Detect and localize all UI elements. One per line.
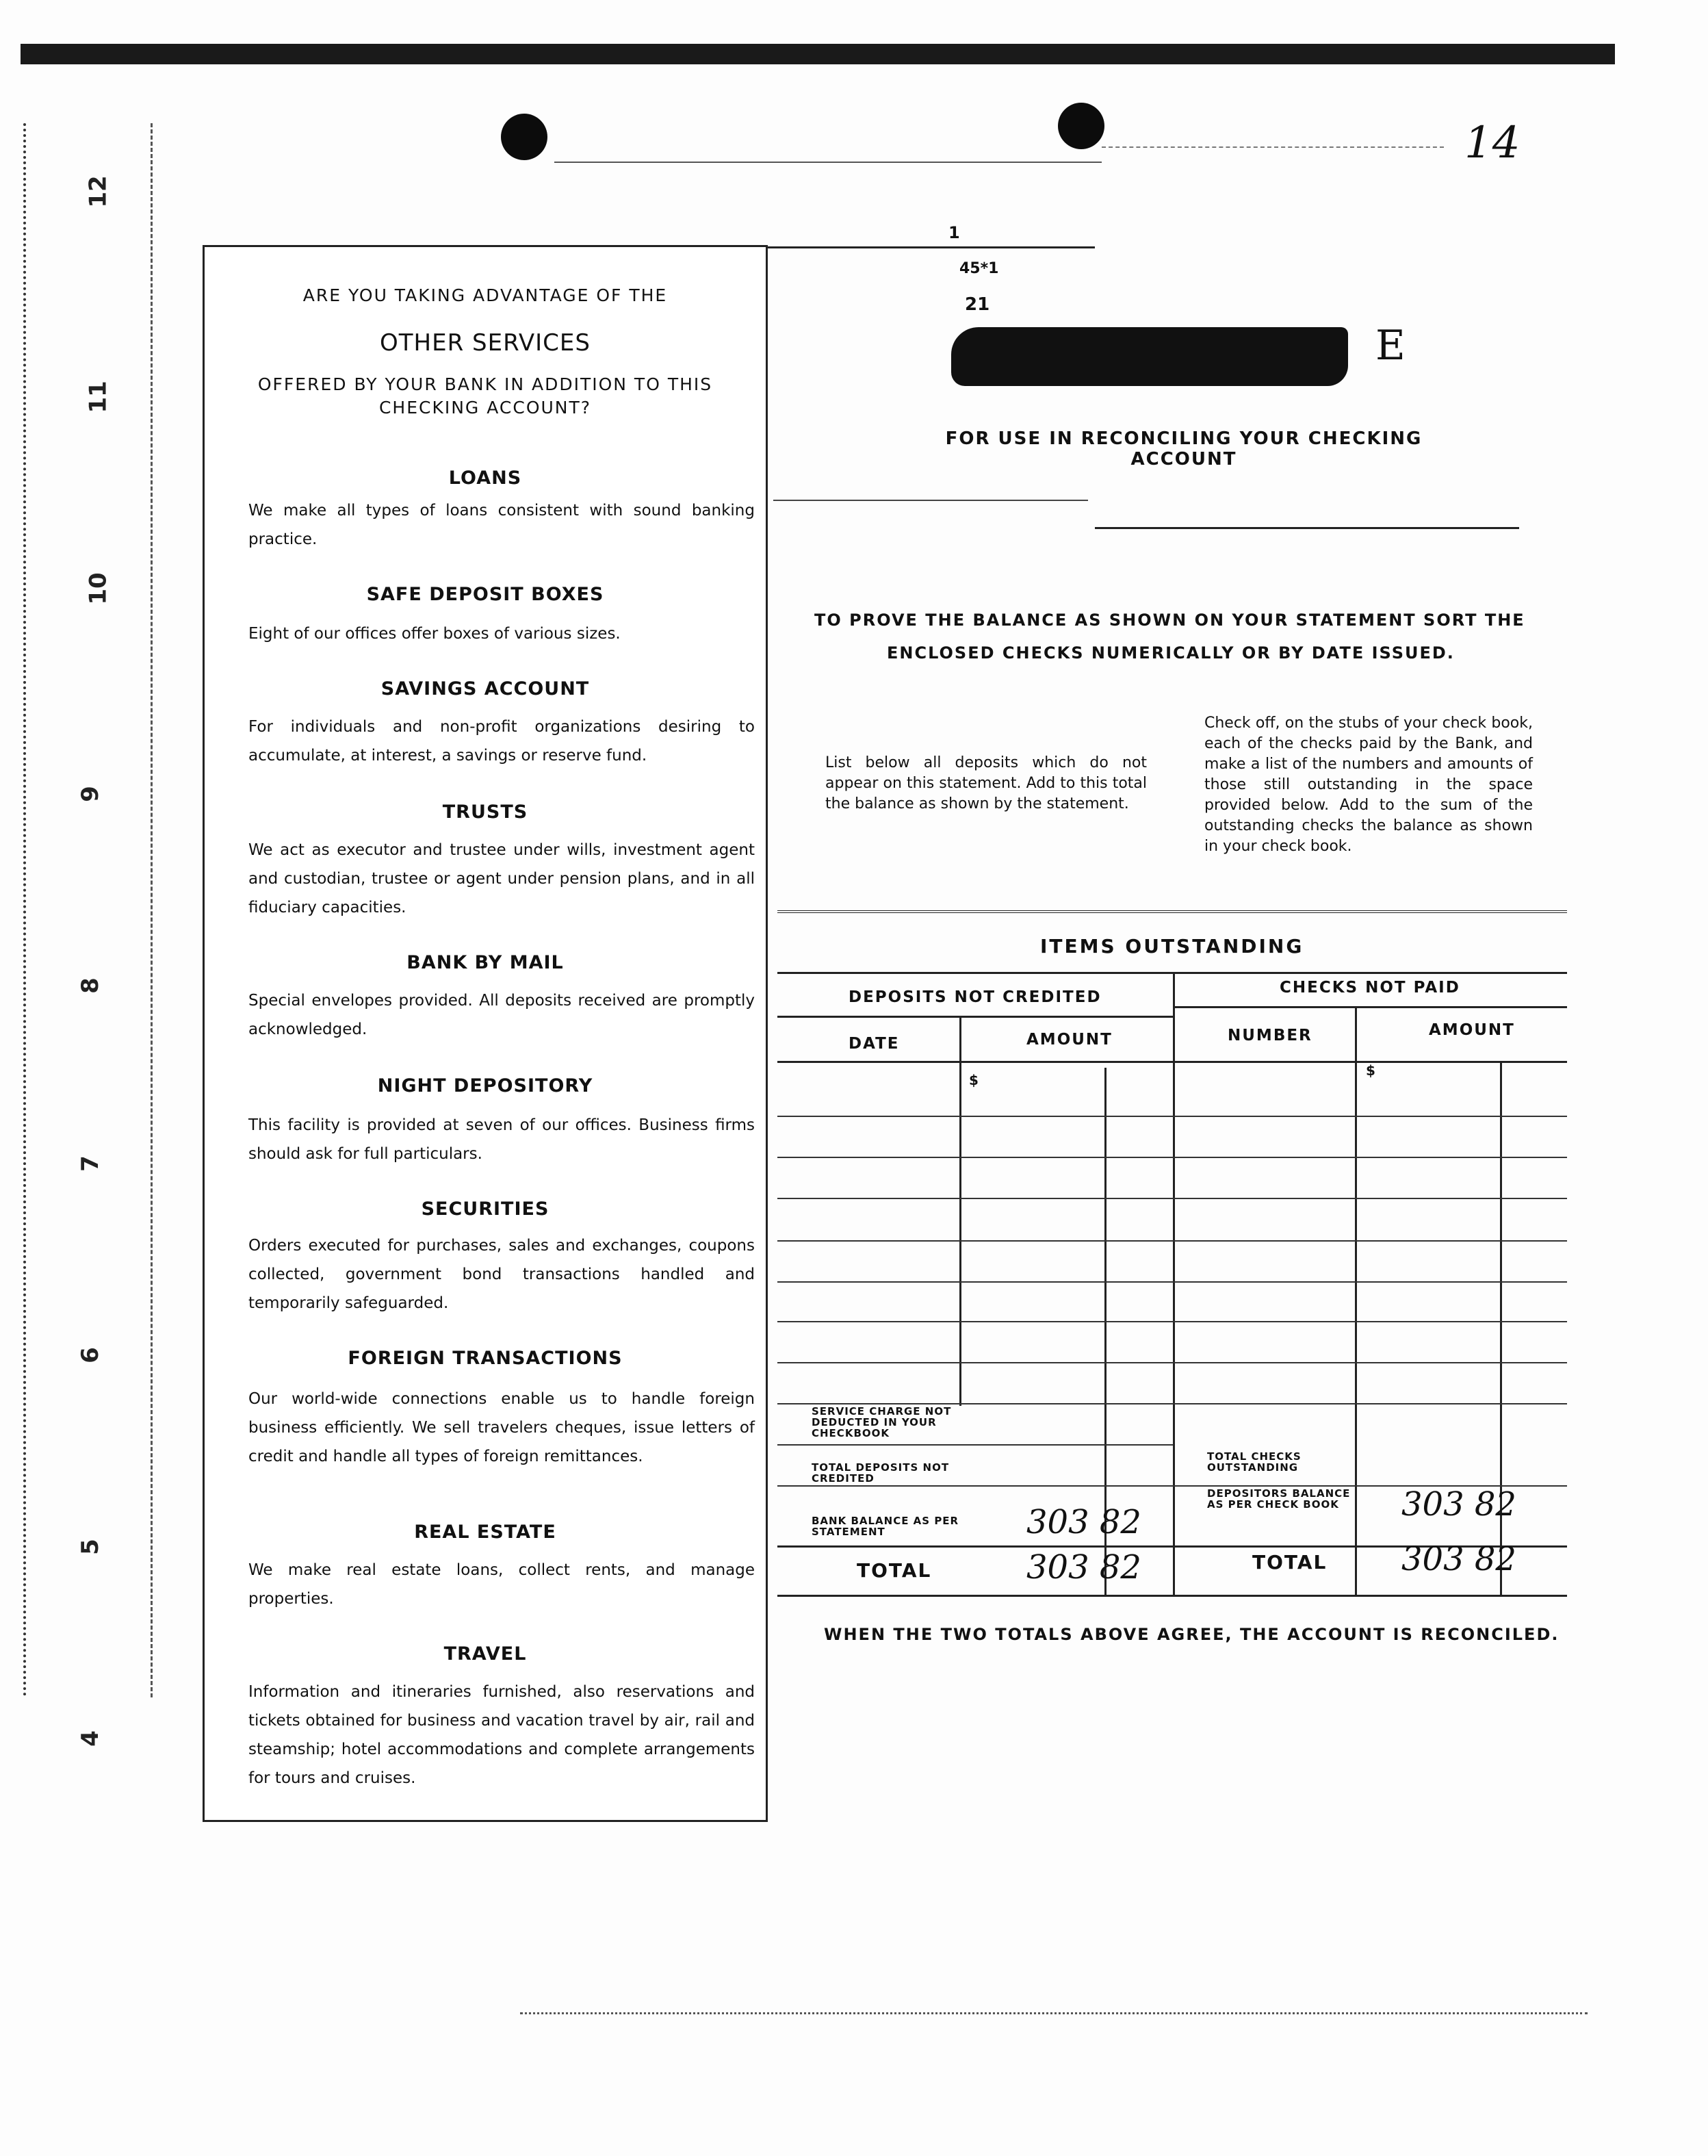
ruler-number: 9 [76, 786, 104, 802]
total-right-value: 303 82 [1401, 1540, 1516, 1578]
section-heading-loans: LOANS [448, 467, 522, 489]
top-rule [554, 162, 1102, 163]
section-body-night-depository: This facility is provided at seven of our offices. Business firms should ask for full particulars. [248, 1116, 755, 1163]
table-bottom-rule [777, 1595, 1567, 1597]
top-rule-dashed [1102, 146, 1444, 148]
redacted-name-block [951, 327, 1348, 386]
col-amount-checks: AMOUNT [1429, 1021, 1515, 1039]
panel-title-line3: OFFERED BY YOUR BANK IN ADDITION TO THIS [257, 374, 713, 394]
header-mark: 21 [965, 294, 990, 315]
header-mark: 1 [948, 223, 960, 242]
ruler-number: 7 [76, 1155, 104, 1172]
other-services-panel [203, 245, 768, 1822]
panel-title-line1: ARE YOU TAKING ADVANTAGE OF THE [302, 285, 668, 305]
table-row-line [777, 1281, 1567, 1283]
table-row-line [777, 1116, 1567, 1117]
ruler-number: 6 [76, 1347, 104, 1363]
table-center-divider [1173, 972, 1175, 1595]
form-top-rule [766, 246, 1095, 248]
ruler-number: 12 [84, 175, 112, 208]
table-row-line [777, 1362, 1567, 1363]
table-row-line [777, 1403, 1567, 1404]
prove-line1: TO PROVE THE BALANCE AS SHOWN ON YOUR STATEMENT SORT THE [814, 611, 1525, 630]
section-heading-bank-by-mail: BANK BY MAIL [406, 952, 564, 973]
depositors-balance-value: 303 82 [1401, 1485, 1516, 1524]
table-row-line [777, 1198, 1567, 1199]
rule-under-title [1095, 527, 1519, 529]
col-divider [959, 1016, 961, 1406]
section-heading-foreign: FOREIGN TRANSACTIONS [348, 1348, 623, 1369]
items-outstanding-heading: ITEMS OUTSTANDING [1040, 935, 1304, 958]
ruler-number: 8 [76, 977, 104, 994]
table-row-line [777, 1444, 1173, 1446]
col-amount-deposits: AMOUNT [1026, 1031, 1113, 1049]
deposits-instructions: List below all deposits which do not appear on this statement. Add to this total the balance as shown by the statement. [825, 754, 1147, 812]
bank-balance-value: 303 82 [1026, 1503, 1141, 1541]
left-scan-edge [23, 123, 33, 1697]
corner-handwritten-number: 14 [1464, 118, 1521, 168]
section-body-travel: Information and itineraries furnished, also reservations and tickets obtained for business and vacation travel by air, rail and steamship; hotel accommodations and complete arrangements for tours and cruises. [248, 1683, 755, 1787]
table-header-rule [777, 1061, 1567, 1063]
depositors-balance-label: DEPOSITORS BALANCE AS PER CHECK BOOK [1207, 1487, 1351, 1511]
deposits-not-credited-header: DEPOSITS NOT CREDITED [849, 988, 1102, 1006]
section-body-safe-deposit: Eight of our offices offer boxes of various sizes. [248, 625, 621, 643]
section-heading-securities: SECURITIES [421, 1198, 549, 1220]
bank-balance-label: BANK BALANCE AS PER STATEMENT [812, 1515, 959, 1538]
section-body-real-estate: We make real estate loans, collect rents, and manage properties. [248, 1561, 755, 1608]
dollar-sign-deposits: $ [969, 1072, 979, 1088]
section-heading-night-depository: NIGHT DEPOSITORY [377, 1075, 593, 1096]
reconcile-title: FOR USE IN RECONCILING YOUR CHECKING ACCOUNT [945, 428, 1423, 470]
ruler-number: 4 [76, 1730, 104, 1747]
total-left-label: TOTAL [857, 1559, 932, 1582]
section-heading-travel: TRAVEL [443, 1643, 527, 1665]
table-rule [1173, 1006, 1567, 1008]
table-top-rule [777, 910, 1567, 913]
col-date: DATE [849, 1035, 900, 1053]
section-body-loans: We make all types of loans consistent with sound banking practice. [248, 502, 755, 548]
table-rule [777, 972, 1567, 974]
prove-line2: ENCLOSED CHECKS NUMERICALLY OR BY DATE ISSUED. [887, 643, 1455, 663]
section-body-securities: Orders executed for purchases, sales and exchanges, coupons collected, government bond transactions handled and temporarily safeguarded. [248, 1237, 755, 1312]
col-number: NUMBER [1228, 1027, 1312, 1044]
scan-top-border [21, 44, 1615, 64]
bottom-scan-rule [520, 2012, 1588, 2014]
ruler [48, 123, 153, 1747]
punch-hole-left [501, 114, 547, 160]
section-body-bank-by-mail: Special envelopes provided. All deposits received are promptly acknowledged. [248, 992, 755, 1038]
checks-instructions: Check off, on the stubs of your check book, each of the checks paid by the Bank, and make a list of the numbers and amounts of those still outstanding in the space provided below. Add to the sum of the outstanding checks the balance as shown in your check book. [1204, 715, 1533, 855]
redaction-initial: E [1375, 322, 1406, 370]
section-heading-safe-deposit: SAFE DEPOSIT BOXES [366, 584, 604, 605]
ruler-number: 10 [84, 572, 112, 605]
table-rule [777, 1016, 1173, 1018]
total-left-value: 303 82 [1026, 1548, 1141, 1587]
section-body-trusts: We act as executor and trustee under wills, investment agent and custodian, trustee or agent under pension plans, and in all fiduciary capacities. [248, 841, 755, 916]
ruler-number: 11 [84, 381, 112, 413]
reconciled-footer: WHEN THE TWO TOTALS ABOVE AGREE, THE ACCOUNT IS RECONCILED. [824, 1625, 1560, 1644]
punch-hole-right [1058, 103, 1104, 149]
panel-title-line2: OTHER SERVICES [380, 329, 591, 357]
section-body-savings: For individuals and non-profit organizations desiring to accumulate, at interest, a savings or reserve fund. [248, 718, 755, 765]
panel-title-line4: CHECKING ACCOUNT? [378, 398, 592, 418]
checks-not-paid-header: CHECKS NOT PAID [1280, 979, 1460, 997]
header-mark: 45*1 [959, 260, 999, 277]
section-heading-real-estate: REAL ESTATE [414, 1522, 556, 1543]
table-row-line [777, 1321, 1567, 1322]
table-row-line [777, 1157, 1567, 1158]
table-row-line [777, 1240, 1567, 1242]
rule-left [773, 500, 1088, 501]
ruler-number: 5 [76, 1539, 104, 1555]
total-deposits-label: TOTAL DEPOSITS NOT CREDITED [812, 1461, 950, 1485]
section-body-foreign: Our world-wide connections enable us to handle foreign business efficiently. We sell travelers cheques, issue letters of credit and handle all types of foreign remittances. [248, 1390, 755, 1465]
section-heading-trusts: TRUSTS [442, 801, 528, 823]
section-heading-savings: SAVINGS ACCOUNT [380, 678, 590, 700]
total-right-label: TOTAL [1252, 1551, 1328, 1574]
total-checks-label: TOTAL CHECKS OUTSTANDING [1207, 1450, 1302, 1474]
service-charge-label: SERVICE CHARGE NOT DEDUCTED IN YOUR CHECKBOOK [812, 1405, 952, 1439]
dollar-sign-checks: $ [1366, 1062, 1375, 1079]
